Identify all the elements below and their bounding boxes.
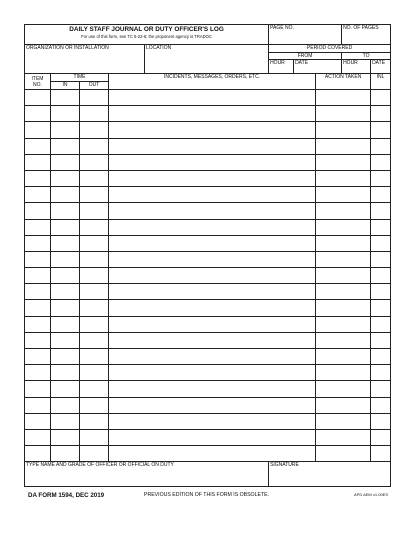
from-date-label: DATE [295,60,309,66]
action-taken-cell[interactable] [316,284,371,300]
initials-cell[interactable] [371,316,391,332]
officer-name-field[interactable] [25,462,269,487]
initials-cell[interactable] [371,429,391,445]
time-in-cell[interactable] [51,349,80,365]
initials-cell[interactable] [371,187,391,203]
apd-version: APD AEM v1.00ES [353,492,388,497]
entry-row [25,187,391,203]
entry-row [25,106,391,122]
initials-cell[interactable] [371,381,391,397]
item-no-cell[interactable] [25,90,51,106]
action-taken-cell[interactable] [316,154,371,170]
entry-row [25,349,391,365]
to-hour-field[interactable] [342,60,371,74]
item-no-cell[interactable] [25,446,51,462]
to-header: TO [342,53,391,60]
incident-cell[interactable] [109,138,316,154]
entry-row [25,122,391,138]
item-no-cell[interactable] [25,268,51,284]
item-no-cell[interactable] [25,365,51,381]
form-subtitle: For use of this form, see TC 5-22-6; the proponent agency is TRADOC [81,34,212,39]
action-taken-cell[interactable] [316,106,371,122]
time-in-cell[interactable] [51,429,80,445]
time-out-cell[interactable] [80,381,109,397]
incident-cell[interactable] [109,106,316,122]
entry-row [25,154,391,170]
action-taken-cell[interactable] [316,300,371,316]
action-taken-cell[interactable] [316,365,371,381]
action-taken-cell[interactable] [316,268,371,284]
initials-cell[interactable] [371,170,391,186]
time-out-header: OUT [80,82,109,90]
time-out-cell[interactable] [80,235,109,251]
action-taken-cell[interactable] [316,219,371,235]
entry-row [25,332,391,348]
initials-cell[interactable] [371,268,391,284]
incident-cell[interactable] [109,349,316,365]
time-in-cell[interactable] [51,316,80,332]
time-in-cell[interactable] [51,413,80,429]
entry-row [25,284,391,300]
time-out-cell[interactable] [80,138,109,154]
action-taken-cell[interactable] [316,235,371,251]
incident-cell[interactable] [109,154,316,170]
entry-row [25,429,391,445]
organization-label: ORGANIZATION OR INSTALLATION [26,45,109,51]
location-label: LOCATION [146,45,172,51]
action-taken-cell[interactable] [316,446,371,462]
from-header: FROM [269,53,342,60]
time-in-cell[interactable] [51,90,80,106]
entry-row [25,413,391,429]
initials-cell[interactable] [371,413,391,429]
entry-row [25,170,391,186]
time-out-cell[interactable] [80,187,109,203]
incident-cell[interactable] [109,268,316,284]
initials-cell[interactable] [371,154,391,170]
page-no-label: PAGE NO. [270,25,294,31]
num-pages-label: NO. OF PAGES [343,25,379,31]
signature-label: SIGNATURE [270,462,299,469]
initials-cell[interactable] [371,138,391,154]
time-in-cell[interactable] [51,300,80,316]
time-out-cell[interactable] [80,446,109,462]
time-out-cell[interactable] [80,300,109,316]
from-hour-label: HOUR [270,60,285,66]
num-pages-field[interactable] [342,25,391,45]
incident-cell[interactable] [109,316,316,332]
entry-row [25,203,391,219]
action-taken-cell[interactable] [316,413,371,429]
time-out-cell[interactable] [80,316,109,332]
signature-field[interactable] [269,462,391,487]
to-date-field[interactable] [371,60,391,74]
item-no-cell[interactable] [25,251,51,267]
inl-header: INL [371,74,391,90]
item-no-cell[interactable] [25,154,51,170]
time-out-cell[interactable] [80,268,109,284]
time-header: TIME [51,74,109,82]
entry-row [25,316,391,332]
item-no-cell[interactable] [25,429,51,445]
initials-cell[interactable] [371,122,391,138]
entry-row [25,300,391,316]
incident-cell[interactable] [109,413,316,429]
incidents-header: INCIDENTS, MESSAGES, ORDERS, ETC. [109,74,316,90]
entry-row [25,219,391,235]
time-in-cell[interactable] [51,268,80,284]
form-footer [24,492,390,502]
entry-row [25,90,391,106]
time-out-cell[interactable] [80,90,109,106]
time-in-cell[interactable] [51,138,80,154]
time-out-cell[interactable] [80,122,109,138]
time-out-cell[interactable] [80,332,109,348]
incident-cell[interactable] [109,203,316,219]
page-no-field[interactable] [269,25,342,45]
time-out-cell[interactable] [80,284,109,300]
initials-cell[interactable] [371,397,391,413]
incident-cell[interactable] [109,429,316,445]
incident-cell[interactable] [109,381,316,397]
initials-cell[interactable] [371,446,391,462]
entry-row [25,381,391,397]
initials-cell[interactable] [371,332,391,348]
time-in-cell[interactable] [51,106,80,122]
incident-cell[interactable] [109,300,316,316]
item-label: ITEM [31,75,44,82]
incident-cell[interactable] [109,365,316,381]
item-no-cell[interactable] [25,332,51,348]
time-in-cell[interactable] [51,284,80,300]
initials-cell[interactable] [371,284,391,300]
to-hour-label: HOUR [343,60,358,66]
time-in-cell[interactable] [51,446,80,462]
action-taken-cell[interactable] [316,397,371,413]
initials-cell[interactable] [371,349,391,365]
incident-cell[interactable] [109,251,316,267]
incident-cell[interactable] [109,332,316,348]
time-out-cell[interactable] [80,219,109,235]
time-out-cell[interactable] [80,251,109,267]
to-date-label: DATE [372,60,386,66]
from-date-field[interactable] [294,60,342,74]
form-title-cell [25,25,269,45]
form-table [24,24,391,487]
entry-row [25,268,391,284]
entry-row [25,397,391,413]
item-no-header [25,74,51,90]
time-out-cell[interactable] [80,413,109,429]
initials-cell[interactable] [371,106,391,122]
time-in-cell[interactable] [51,381,80,397]
item-no-cell[interactable] [25,106,51,122]
action-taken-cell[interactable] [316,90,371,106]
time-out-cell[interactable] [80,203,109,219]
time-in-cell[interactable] [51,365,80,381]
organization-field[interactable] [25,45,145,74]
form-title: DAILY STAFF JOURNAL OR DUTY OFFICER'S LOG [69,26,224,33]
entry-row [25,251,391,267]
item-no-cell[interactable] [25,316,51,332]
incident-cell[interactable] [109,90,316,106]
entry-row [25,365,391,381]
form-number: DA FORM 1594, DEC 2019 [28,492,105,499]
item-no-cell[interactable] [25,397,51,413]
incident-cell[interactable] [109,187,316,203]
time-in-cell[interactable] [51,219,80,235]
time-out-cell[interactable] [80,365,109,381]
time-in-cell[interactable] [51,251,80,267]
time-out-cell[interactable] [80,154,109,170]
action-taken-header: ACTION TAKEN [316,74,371,90]
time-in-cell[interactable] [51,122,80,138]
item-no-cell[interactable] [25,219,51,235]
item-no-cell[interactable] [25,284,51,300]
incident-cell[interactable] [109,219,316,235]
incident-cell[interactable] [109,122,316,138]
officer-name-label: TYPE NAME AND GRADE OF OFFICER OR OFFICIAL ON DUTY [26,462,174,469]
item-no-cell[interactable] [25,300,51,316]
time-in-cell[interactable] [51,187,80,203]
initials-cell[interactable] [371,235,391,251]
incident-cell[interactable] [109,397,316,413]
action-taken-cell[interactable] [316,203,371,219]
time-in-cell[interactable] [51,235,80,251]
time-in-header: IN [51,82,80,90]
initials-cell[interactable] [371,90,391,106]
item-no-cell[interactable] [25,349,51,365]
action-taken-cell[interactable] [316,187,371,203]
journal-form [24,24,390,487]
item-no-cell[interactable] [25,413,51,429]
time-in-cell[interactable] [51,170,80,186]
action-taken-cell[interactable] [316,170,371,186]
time-out-cell[interactable] [80,106,109,122]
no-label: NO. [33,81,42,88]
item-no-cell[interactable] [25,203,51,219]
time-out-cell[interactable] [80,349,109,365]
item-no-cell[interactable] [25,187,51,203]
entry-row [25,446,391,462]
initials-cell[interactable] [371,203,391,219]
incident-cell[interactable] [109,235,316,251]
time-in-cell[interactable] [51,332,80,348]
time-out-cell[interactable] [80,397,109,413]
action-taken-cell[interactable] [316,251,371,267]
initials-cell[interactable] [371,365,391,381]
initials-cell[interactable] [371,219,391,235]
initials-cell[interactable] [371,300,391,316]
action-taken-cell[interactable] [316,381,371,397]
incident-cell[interactable] [109,446,316,462]
action-taken-cell[interactable] [316,138,371,154]
action-taken-cell[interactable] [316,122,371,138]
action-taken-cell[interactable] [316,349,371,365]
item-no-cell[interactable] [25,122,51,138]
previous-edition-note: PREVIOUS EDITION OF THIS FORM IS OBSOLETE. [144,492,269,498]
time-in-cell[interactable] [51,203,80,219]
action-taken-cell[interactable] [316,429,371,445]
time-out-cell[interactable] [80,429,109,445]
location-field[interactable] [145,45,269,74]
item-no-cell[interactable] [25,235,51,251]
item-no-cell[interactable] [25,170,51,186]
from-hour-field[interactable] [269,60,294,74]
item-no-cell[interactable] [25,381,51,397]
period-covered-header: PERIOD COVERED [269,45,391,53]
time-in-cell[interactable] [51,154,80,170]
entry-row [25,138,391,154]
incident-cell[interactable] [109,170,316,186]
incident-cell[interactable] [109,284,316,300]
entry-row [25,235,391,251]
time-in-cell[interactable] [51,397,80,413]
initials-cell[interactable] [371,251,391,267]
action-taken-cell[interactable] [316,332,371,348]
action-taken-cell[interactable] [316,316,371,332]
time-out-cell[interactable] [80,170,109,186]
item-no-cell[interactable] [25,138,51,154]
